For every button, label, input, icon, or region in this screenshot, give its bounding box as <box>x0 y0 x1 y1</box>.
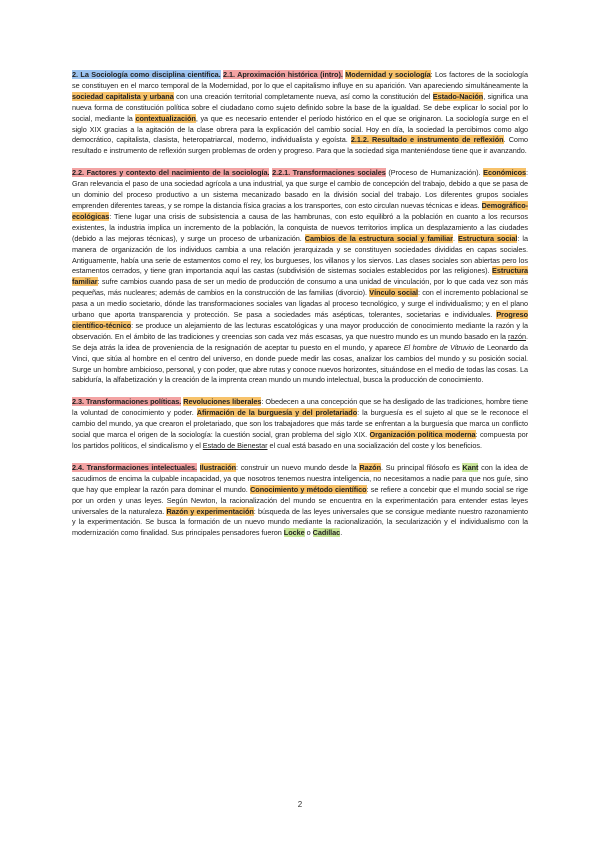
highlighted-term: Cadillac <box>312 528 341 538</box>
highlighted-term: Demográfico-ecológicas <box>72 200 528 221</box>
paragraph-transformaciones-intelectuales <box>72 463 528 539</box>
highlighted-term: Organización política moderna <box>369 430 476 440</box>
emphasized-text: El hombre de Vitruvio <box>403 342 474 352</box>
highlighted-term: Revoluciones liberales <box>183 397 262 407</box>
highlighted-term: 2.2. Factores y contexto del nacimiento de la sociología. <box>72 168 270 178</box>
highlighted-term: Locke <box>283 528 305 538</box>
body-text: : sufre cambios cuando pasa de ser un medio de producción de consumo a una unidad de vinculación, por lo que cada vez son más pequeñas, más nucleares; además de cambios en la construcción de las familias (divorcio). <box>72 277 528 298</box>
highlighted-term: Vínculo social <box>369 288 418 298</box>
body-text: : Tiene lugar una crisis de subsistencia a causa de las hambrunas, con esto equilibró a la población en cuanto a los recursos existentes, la industria implica un incremento de la población, la conquista de nuevos territorios implica un desplazamiento a las ciudades (debido a las mejoras técnicas), y surge un proceso de urbanización. <box>72 211 528 243</box>
highlighted-term: 2.2.1. Transformaciones sociales <box>272 168 386 178</box>
highlighted-term: 2.1. Aproximación histórica (intro). <box>223 70 343 79</box>
body-text: : Gran relevancia el paso de una sociedad agrícola a una industrial, ya que surge el cambio de concepción del trabajo, debido a que se pasa de un dominio del proceso productivo a un sistema mecanizado basado en la división social del trabajo. Los diferentes grupos sociales emprenden diferentes tareas, y se rompe la distancia física gracias a los transportes, con esto circulan nuevas técnicas e ideas. <box>72 168 528 210</box>
highlighted-term: contextualización <box>135 113 196 123</box>
highlighted-term: Conocimiento y método científico <box>250 484 367 494</box>
highlighted-term: 2.4. Transformaciones intelectuales. <box>72 462 197 472</box>
highlighted-term: Razón y experimentación <box>166 506 254 516</box>
page-number: 2 <box>297 800 303 809</box>
highlighted-term: 2.1.2. Resultado e instrumento de reflexión <box>350 135 504 145</box>
body-text: con la idea de sacudimos de encima la culpable incapacidad, ya que nosotros tenemos nuestra inteligencia, no necesitamos a nadie para que nos guíe, sino que hay que emplear la razón para dominar el mundo. <box>72 462 528 494</box>
body-text: : con el incremento poblacional se pasa a un medio societario, dónde las transformaciones sociales van ligadas al proceso tecnológico, y surge el individualismo; y en el plano urbano que aporta transparencia y protección. Se pasa a sociedades más asépticas, tolerantes, societarias e individuales. <box>72 288 528 320</box>
body-text: : la manera de organización de los individuos cambia a una relación jerarquizada y se constituyen sociedades divididas en capas sociales. Antiguamente, había una serie de estamentos como el rey, los burgueses, los villanos y los siervos. Las clases sociales son abiertas pero los estamentos cerrados, y tiene gran importancia aquí las castas (subdivisión de sistemas sociales establecidos por las religiones). <box>72 233 528 276</box>
underlined-term: razón <box>508 331 527 341</box>
highlighted-term: Económicos <box>483 168 527 178</box>
underlined-term: Estado de Bienestar <box>202 441 268 450</box>
body-text: . <box>452 233 458 243</box>
body-text: : se produce un alejamiento de las lecturas escatológicas y una mayor producción de conocimiento mediante la razón y la observación. En el ámbito de las tradiciones y creencias son cada vez más escasas, ya que nuestro mundo es un mundo basado en la <box>72 320 528 341</box>
body-text: : construir un nuevo mundo desde la <box>236 462 360 472</box>
body-text: . Como resultado e instrumento de reflexión surgen problemas de orden y progreso. Para que la sociedad siga manteniéndose tiene que ir avanzando. <box>72 135 528 156</box>
highlighted-term: 2.3. Transformaciones políticas. <box>72 397 182 407</box>
highlighted-term: sociedad capitalista y urbana <box>72 91 174 101</box>
highlighted-term: Razón <box>359 462 382 472</box>
highlighted-term: Kant <box>462 462 479 472</box>
highlighted-term: Estado-Nación <box>432 91 484 101</box>
document-page <box>72 70 528 550</box>
body-text: con una creación territorial completamente nueva, así como la constitución del <box>173 91 433 101</box>
paragraph-sociologia <box>72 70 528 157</box>
highlighted-term: Cambios de la estructura social y familiar <box>304 233 453 243</box>
highlighted-term: Ilustración <box>199 462 237 472</box>
body-text: : compuesta por los partidos políticos, el sindicalismo y el <box>72 430 528 450</box>
body-text: : Los factores de la sociología se constituyen en el marco temporal de la Modernidad, por lo que el capitalismo influye en su aparición. Van apareciendo simultáneamente la <box>72 70 528 90</box>
highlighted-term: Modernidad y sociología <box>345 70 431 79</box>
highlighted-term: Afirmación de la burguesía y del proletariado <box>196 408 358 418</box>
body-text: . Su principal filósofo es <box>381 462 463 472</box>
highlighted-term: Progreso científico-técnico <box>72 310 528 330</box>
body-text: el cual está basado en una socialización del coste y los beneficios. <box>267 441 482 450</box>
body-text: : la burguesía es el sujeto al que se le reconoce el cambio del mundo, ya que crearon el proletariado, que son los trabajadores que más tarde se enfrentan a la burguesía que marca un conflicto social que marca el origen de la sociología: la cuestión social, gran problema del siglo XIX. <box>72 408 528 440</box>
body-text: : búsqueda de las leyes universales que se consigue mediante nuestro razonamiento y la experimentación. Se busca la formación de un nuevo mundo mediante la racionalización, la secularización y el individualismo con la modernización como finalidad. Sus principales pensadores fueron <box>72 506 528 538</box>
highlighted-term: Estructura social <box>457 233 518 243</box>
highlighted-term: 2. La Sociología como disciplina científica. <box>72 70 221 79</box>
body-text: . Se deja atrás la idea de proveniencia de la resignación de aceptar tu puesto en el mundo, y aparece <box>72 331 528 352</box>
highlighted-term: Estructura familiar <box>72 266 528 287</box>
body-text: (Proceso de Humanización). <box>385 168 484 178</box>
body-text: de Leonardo da Vinci, que sitúa al hombre en el centro del universo, en donde puede medir las cosas, analizar los cambios del mundo y su posición social. Surge un hombre ambicioso, personal, y con poder, que abre rutas y conoce nuevos horizontes, situándose en el medio de todas las cosas. La sabiduría, la alfabetización y la creación de la imprenta crean mundo un mundo intelectual, busca la producción de conocimiento. <box>72 342 529 385</box>
body-text: o <box>304 528 313 538</box>
body-text: , significa una nueva forma de constitución política sobre el ciudadano como sujeto definido sobre la base de la igualdad. Se debe explicar lo social por lo social, mediante la <box>72 91 529 123</box>
body-text: , ya que es necesario entender el período histórico en el que se originaron. La sociología surge en el siglo XIX gracias a la agitación de la clase obrera para la explicación del cambio social. Hoy en día, la sociedad la percibimos como algo democrático, capitalista, clasista, heteropatriarcal, moderno, individualista y egoísta. <box>72 113 528 145</box>
body-text: : Obedecen a una concepción que se ha desligado de las tradiciones, hombre tiene la voluntad de conocimiento y poder. <box>72 397 528 418</box>
paragraph-transformaciones-politicas <box>72 397 528 452</box>
body-text: . <box>340 528 343 538</box>
paragraph-factores-contexto <box>72 168 528 386</box>
body-text: : se refiere a concebir que el mundo social se rige por un orden y unas leyes. Según Newton, la racionalización del mundo se encuentra en la experimentación para entender estas leyes universales de la naturaleza. <box>72 484 528 516</box>
